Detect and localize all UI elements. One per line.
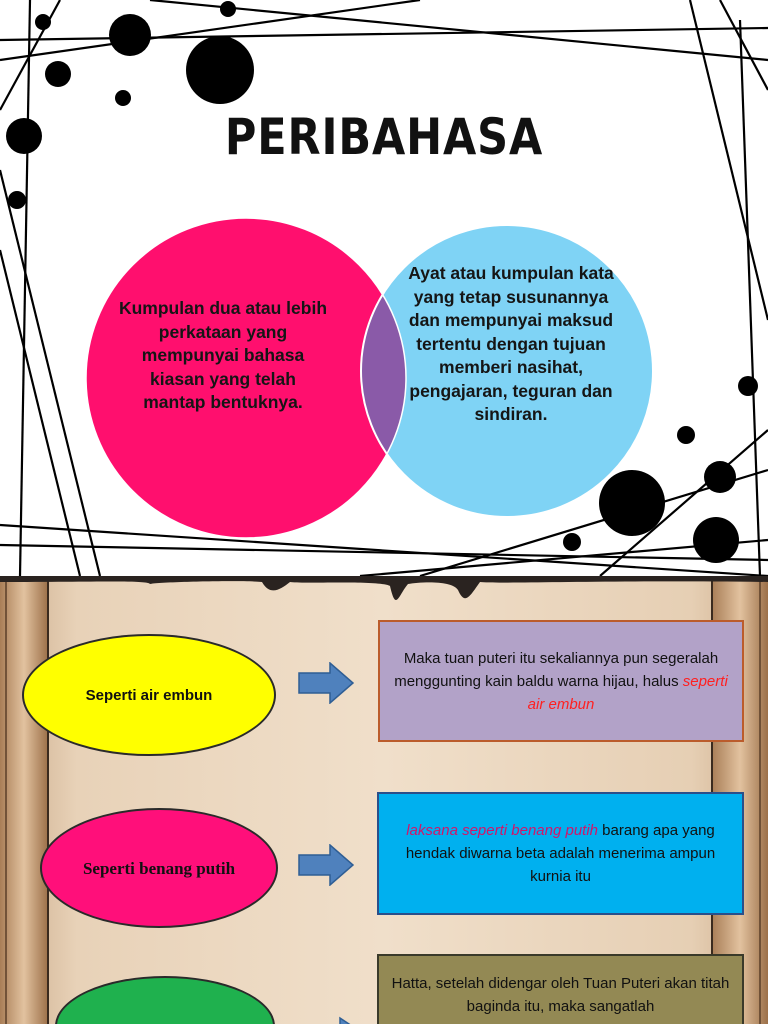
slide-peribahasa-examples	[0, 576, 768, 1024]
example-box-1	[378, 620, 744, 742]
term-label-2: Seperti benang putih	[82, 858, 236, 878]
example-sentence-1: Maka tuan puteri itu sekaliannya pun segeralah menggunting kain baldu warna hijau, halus seperti air embun	[394, 649, 728, 713]
arrow-right-icon	[298, 662, 354, 704]
term-oval-2	[40, 808, 278, 928]
example-sentence-3: Hatta, setelah didengar oleh Tuan Puteri akan titah baginda itu, maka sangatlah	[391, 975, 730, 1015]
highlight-phrase-2: laksana seperti benang putih	[406, 822, 599, 839]
page-title: PERIBAHASA	[224, 108, 544, 166]
term-oval-1	[22, 634, 276, 756]
highlight-phrase-1: seperti air embun	[527, 672, 728, 713]
arrow-right-icon	[298, 844, 354, 886]
term-label-1: Seperti air embun	[85, 686, 213, 704]
example-box-2	[377, 792, 744, 915]
example-sentence-2: laksana seperti benang putih barang apa yang hendak diwarna beta adalah menerima ampun kurnia itu	[405, 822, 716, 885]
right-circle-text: Ayat atau kumpulan kata yang tetap susunannya dan mempunyai maksud tertentu dengan tujuan memberi nasihat, pengajaran, teguran dan sindiran.	[408, 263, 614, 424]
arrow-right-icon	[320, 1016, 360, 1024]
example-box-3	[377, 954, 744, 1024]
left-circle-text: Kumpulan dua atau lebih perkataan yang mempunyai bahasa kiasan yang telah mantap bentuknya.	[118, 298, 328, 412]
